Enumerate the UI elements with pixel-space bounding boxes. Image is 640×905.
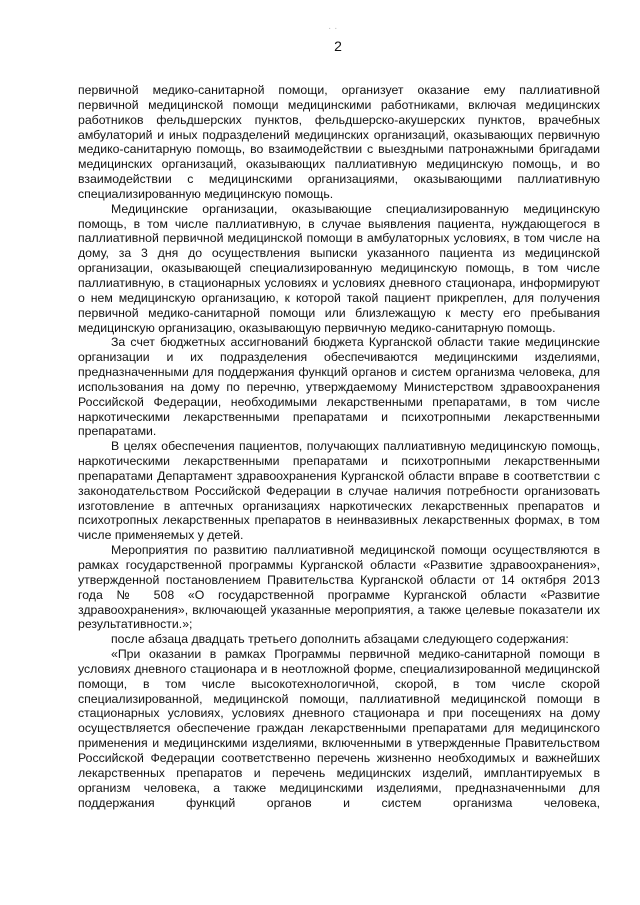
paragraph: Медицинские организации, оказывающие специализированную медицинскую помощь, в том числе паллиативную, в случае выявления пациента, нуждающегося в паллиативной первичной медицинской помощи в амбулаторных условиях, в том числе на дому, за 3 дня до осуществления выписки указанного пациента из медицинской организации, оказывающей специализированную медицинскую помощь, в том числе паллиативную, в стационарных условиях и условиях дневного стационара, информируют о нем медицинскую организацию, к которой такой пациент прикреплен, для получения первичной медико-санитарной помощи или близлежащую к месту его пребывания медицинскую организацию, оказывающую первичную медико-санитарную помощь. bbox=[78, 201, 600, 335]
paragraph: первичной медико-санитарной помощи, организует оказание ему паллиативной первичной медицинской помощи медицинскими работниками, включая медицинских работников фельдшерских пунктов, фельдшерско-акушерских пунктов, врачебных амбулаторий и иных подразделений медицинских организаций, оказывающих первичную медико-санитарную помощь, во взаимодействии с выездными патронажными бригадами медицинских организаций, оказывающих паллиативную медицинскую помощь, и во взаимодействии с медицинскими организациями, оказывающими паллиативную специализированную медицинскую помощь. bbox=[78, 83, 600, 201]
paragraph: За счет бюджетных ассигнований бюджета Курганской области такие медицинские организации и их подразделения обеспечиваются медицинскими изделиями, предназначенными для поддержания функций органов и систем организма человека, для использования на дому по перечню, утверждаемому Министерством здравоохранения Российской Федерации, необходимыми лекарственными препаратами, в том числе наркотическими лекарственными препаратами и психотропными лекарственными препаратами. bbox=[78, 335, 600, 439]
scan-mark: · · bbox=[328, 23, 338, 34]
paragraph: после абзаца двадцать третьего дополнить абзацами следующего содержания: bbox=[111, 632, 569, 647]
paragraph: «При оказании в рамках Программы первичной медико-санитарной помощи в условиях дневного стационара и в неотложной форме, специализированной медицинской помощи, в том числе высокотехнологичной, скорой, в том числе скорой специализированной, медицинской помощи, паллиативной медицинской помощи в стационарных условиях, условиях дневного стационара и при посещениях на дому осуществляется обеспечение граждан лекарственными препаратами для медицинского применения и медицинскими изделиями, включенными в утвержденные Правительством Российской Федерации соответственно перечень жизненно необходимых и важнейших лекарственных препаратов и перечень медицинских изделий, имплантируемых в организм человека, а также медицинскими изделиями, предназначенными для поддержания функций органов и систем организма человека, bbox=[78, 647, 600, 810]
paragraph: Мероприятия по развитию паллиативной медицинской помощи осуществляются в рамках государственной программы Курганской области «Развитие здравоохранения», утвержденной постановлением Правительства Курганской области от 14 октября 2013 года № 508 «О государственной программе Курганской области «Развитие здравоохранения», включающей указанные мероприятия, а также целевые показатели их результативности.»; bbox=[78, 543, 600, 632]
page-number: 2 bbox=[334, 38, 342, 54]
paragraph: В целях обеспечения пациентов, получающих паллиативную медицинскую помощь, наркотическими лекарственными препаратами и психотропными лекарственными препаратами Департамент здравоохранения Курганской области вправе в соответствии с законодательством Российской Федерации в случае наличия потребности организовать изготовление в аптечных организациях наркотических лекарственных препаратов и психотропных лекарственных препаратов в неинвазивных лекарственных формах, в том числе применяемых у детей. bbox=[78, 439, 600, 543]
document-body bbox=[78, 83, 600, 810]
